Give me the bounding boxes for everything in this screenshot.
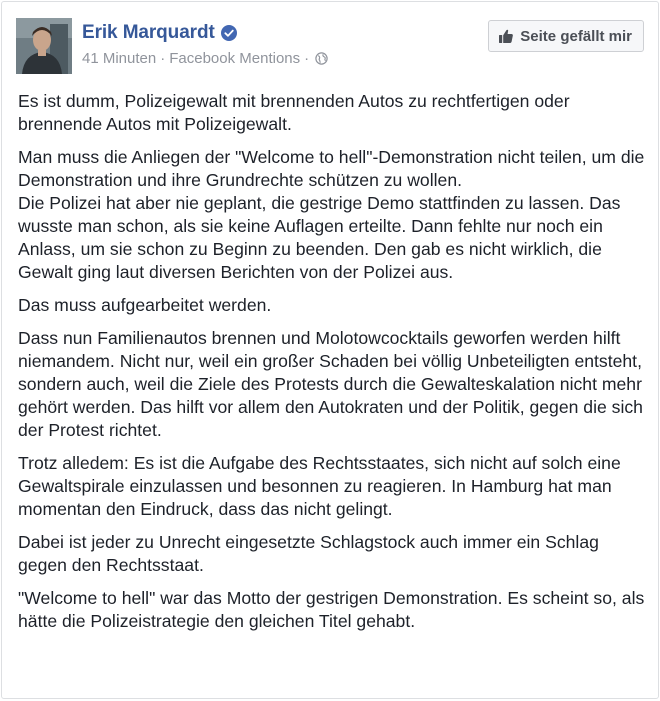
- timestamp-link[interactable]: 41 Minuten: [82, 50, 157, 67]
- avatar-photo: [16, 18, 72, 74]
- post-header: [16, 16, 644, 74]
- paragraph-3: Das muss aufgearbeitet werden.: [18, 295, 272, 315]
- globe-icon[interactable]: [315, 52, 328, 65]
- author-line: [82, 20, 237, 46]
- post-body: [18, 90, 646, 643]
- post-card: [1, 1, 659, 699]
- paragraph-2-line-a: Man muss die Anliegen der "Welcome to hell"-Demonstration nicht teilen, um die Demonstration und ihre Grundrechte schützen zu wollen.: [18, 147, 645, 190]
- paragraph-6: Dabei ist jeder zu Unrecht eingesetzte Schlagstock auch immer ein Schlag gegen den Rechtsstaat.: [18, 532, 599, 575]
- paragraph-1: Es ist dumm, Polizeigewalt mit brennenden Autos zu rechtfertigen oder brennende Autos mit Polizeigewalt.: [18, 91, 570, 134]
- post-meta: [82, 50, 328, 67]
- thumbs-up-icon: [498, 28, 514, 44]
- like-page-button[interactable]: [488, 20, 644, 52]
- meta-separator-2: ·: [304, 50, 310, 67]
- paragraph-5: Trotz alledem: Es ist die Aufgabe des Rechtsstaates, sich nicht auf solch eine Gewaltspirale einzulassen und besonnen zu reagieren. In Hamburg hat man momentan den Eindruck, dass das nicht gelingt.: [18, 453, 621, 519]
- like-button-label: Seite gefällt mir: [520, 27, 632, 45]
- paragraph-4: Dass nun Familienautos brennen und Molotowcocktails geworfen werden hilft niemandem. Nicht nur, weil ein großer Schaden bei völlig Unbeteiligten entsteht, sondern auch, weil die Ziele des Protests durch die Gewalteskalation nicht mehr gehört werden. Das hilft vor allem den Autokraten und der Politik, gegen die sich der Protest richtet.: [18, 328, 643, 440]
- meta-separator: ·: [160, 50, 166, 67]
- author-avatar[interactable]: [16, 18, 72, 74]
- paragraph-7: "Welcome to hell" war das Motto der gestrigen Demonstration. Es scheint so, als hätte die Polizeistrategie den gleichen Titel gehabt.: [18, 588, 645, 631]
- verified-badge-icon: [221, 25, 237, 41]
- paragraph-2-line-b: Die Polizei hat aber nie geplant, die gestrige Demo stattfinden zu lassen. Das wusste man schon, als sie keine Auflagen erteilte. Dann fehlte nur noch ein Anlass, um sie schon zu Beginn zu beenden. Den gab es nicht wirklich, die Gewalt ging laut diversen Berichten von der Polizei aus.: [18, 193, 621, 282]
- source-link[interactable]: Facebook Mentions: [169, 50, 301, 67]
- paragraph-2: [18, 146, 646, 284]
- author-name-link[interactable]: Erik Marquardt: [82, 22, 215, 43]
